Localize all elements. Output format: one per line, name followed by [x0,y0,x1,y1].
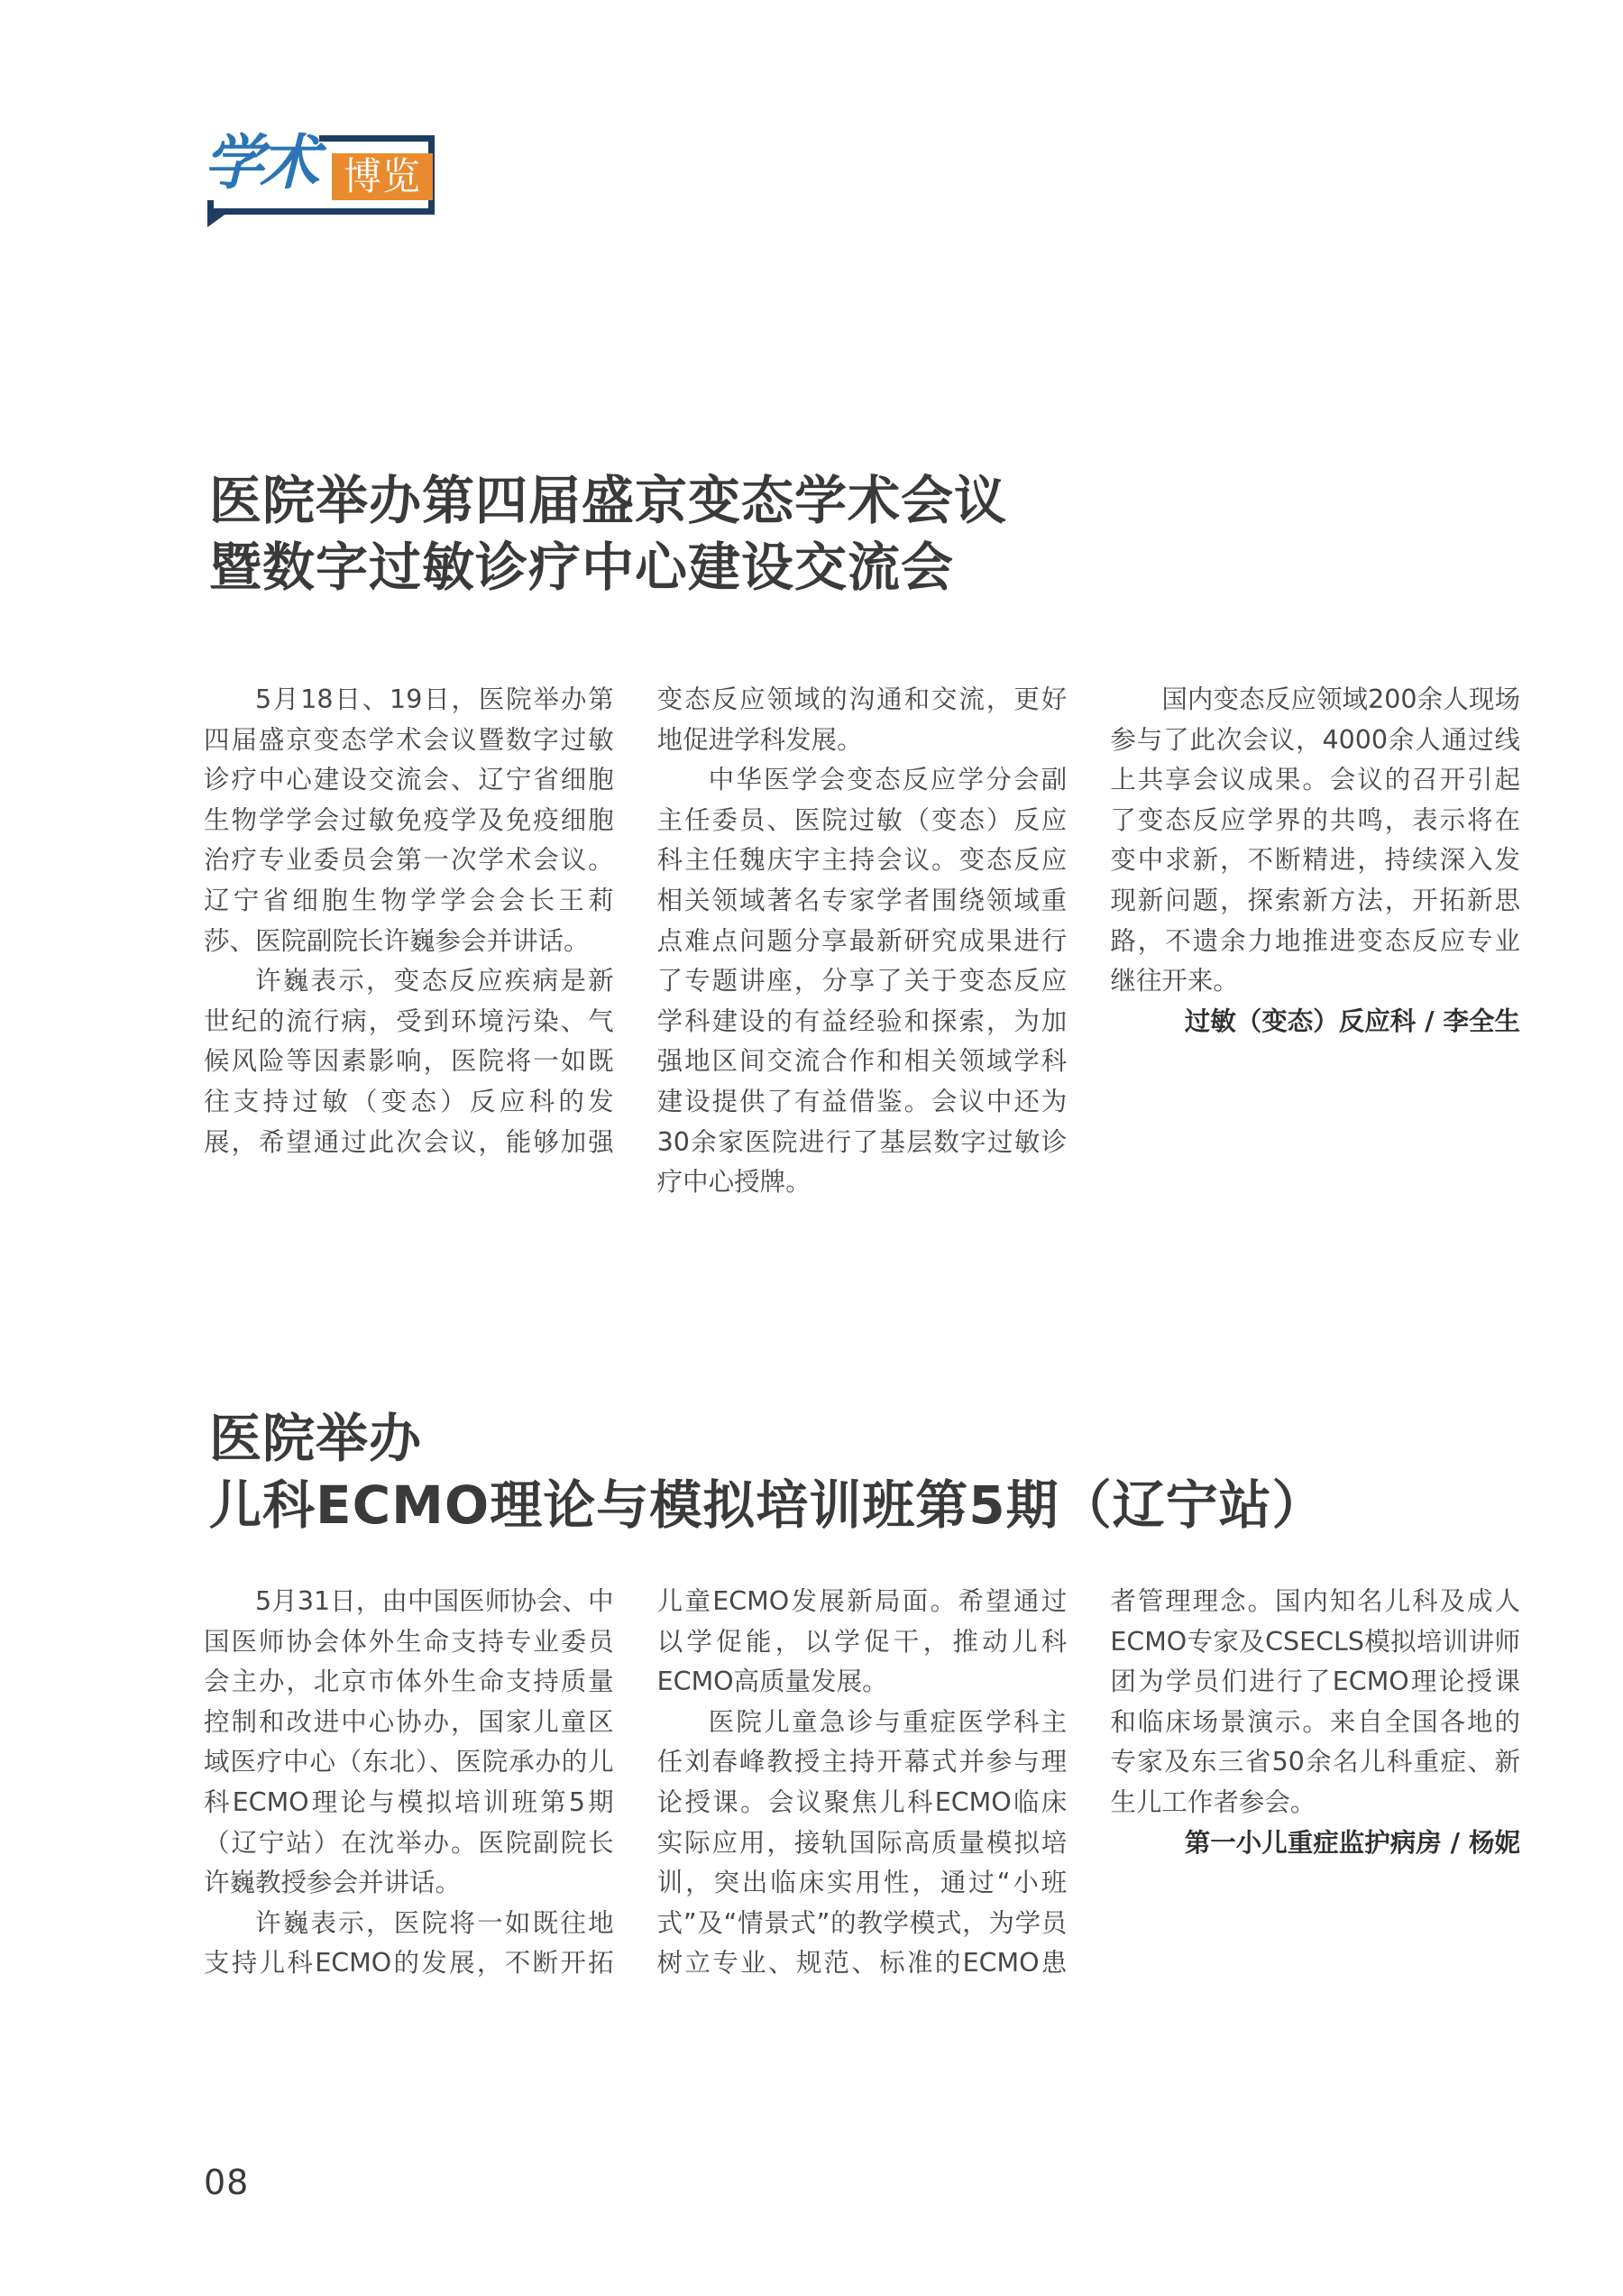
page-number: 08 [204,2163,250,2202]
article-2-title-line-1: 医院举办 [209,1408,423,1469]
article-1-body [204,680,1520,1203]
article-1-title-line-2: 暨数字过敏诊疗中心建设交流会 [209,537,955,598]
article-2-title-line-2: 儿科ECMO理论与模拟培训班第5期（辽宁站） [209,1474,1325,1536]
section-logo [200,126,444,227]
article-1-byline: 过敏（变态）反应科 / 李全生 [1184,1006,1520,1036]
article-1-title-line-1: 医院举办第四届盛京变态学术会议 [209,470,1008,531]
article-2-paragraph-1: 5月31日，由中国医师协会、中国医师协会体外生命支持专业委员会主办，北京市体外生命支持质量控制和改进中心协办，国家儿童区域医疗中心（东北）、医院承办的儿科ECMO理论与模拟培训班第5期（辽宁站）在沈举办。医院副院长许巍教授参会并讲话。 [204,1586,614,1898]
article-1-title [209,467,1007,601]
article-2-byline: 第一小儿重症监护病房 / 杨妮 [1184,1827,1520,1858]
article-2-paragraph-3: 医院儿童急诊与重症医学科主任刘春峰教授主持开幕式并参与理论授课。会议聚焦儿科ECMO临床实际应用，接轨国际高质量模拟培训，突出临床实用性，通过“小班式”及“情景式”的教学模式，为学员树立专业、规范、标准的ECMO患者管理理念。国内知名儿科及成人ECMO专家及CSECLS模拟培训讲师团为学员们进行了ECMO理论授课和临床场景演示。来自全国各地的专家及东三省50余名儿科重症、新生儿工作者参会。 [656,1586,1520,1979]
article-1-paragraph-4: 国内变态反应领域200余人现场参与了此次会议，4000余人通过线上共享会议成果。会议的召开引起了变态反应学界的共鸣，表示将在变中求新，不断精进，持续深入发现新问题，探索新方法，开拓新思路，不遗余力地推进变态反应专业继往开来。 [1110,684,1520,996]
logo-speech-tail [207,213,227,227]
section-subtitle: 博览 [332,153,433,200]
article-1-paragraph-1: 5月18日、19日，医院举办第四届盛京变态学术会议暨数字过敏诊疗中心建设交流会、辽宁省细胞生物学学会过敏免疫学及免疫细胞治疗专业委员会第一次学术会议。辽宁省细胞生物学学会会长王莉莎、医院副院长许巍参会并讲话。 [204,684,614,956]
article-1-paragraph-3: 中华医学会变态反应学分会副主任委员、医院过敏（变态）反应科主任魏庆宇主持会议。变态反应相关领域著名专家学者围绕领域重点难点问题分享最新研究成果进行了专题讲座，分享了关于变态反应学科建设的有益经验和探索，为加强地区间交流合作和相关领域学科建设提供了有益借鉴。会议中还为30余家医院进行了基层数字过敏诊疗中心授牌。 [656,765,1068,1198]
article-2-paragraph-2: 许巍表示，医院将一如既往地支持儿科ECMO的发展，不断开拓儿童ECMO发展新局面。希望通过以学促能，以学促干，推动儿科ECMO高质量发展。 [204,1586,1068,1979]
article-1-paragraph-2: 许巍表示，变态反应疾病是新世纪的流行病，受到环境污染、气候风险等因素影响，医院将一如既往支持过敏（变态）反应科的发展，希望通过此次会议，能够加强变态反应领域的沟通和交流，更好地促进学科发展。 [204,684,1068,1157]
section-title: 学术 [200,126,319,200]
article-2-title [209,1405,1325,1538]
article-2-body [204,1582,1520,1984]
